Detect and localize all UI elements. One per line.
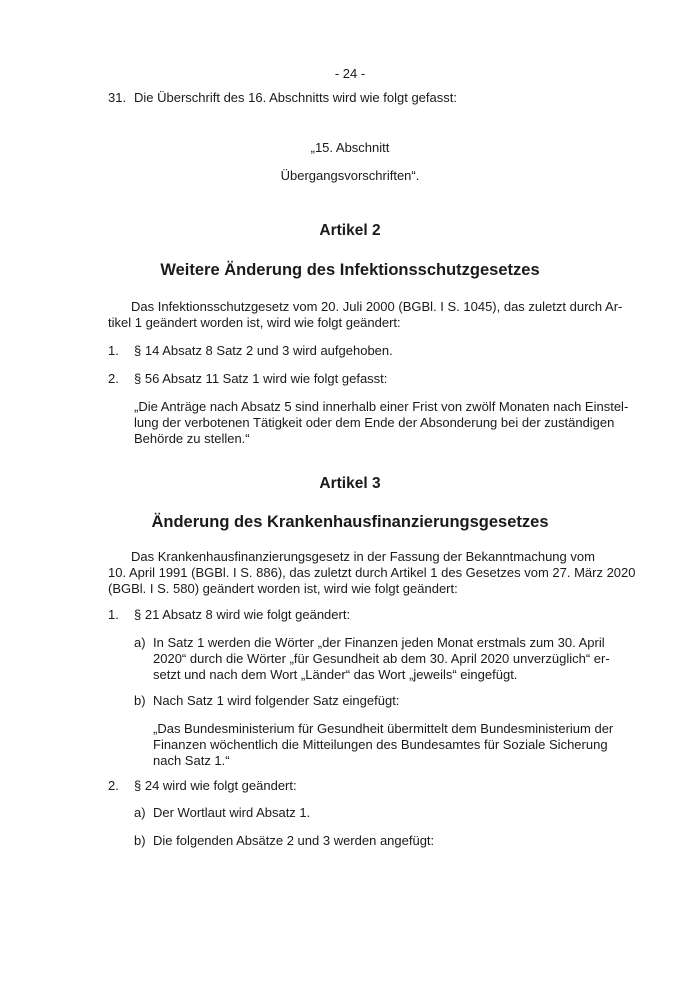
item-31-text: Die Überschrift des 16. Abschnitts wird wie folgt gefasst: [134,90,457,105]
artikel-3-title: Änderung des Krankenhausfinanzierungsgesetzes [151,513,549,531]
item-31-number: 31. [108,90,127,105]
artikel-3-item-1-number: 1. [108,607,119,622]
artikel-3-item-2-a-label: a) [134,805,146,820]
artikel-3-intro-line: Das Krankenhausfinanzierungsgesetz in der Fassung der Bekanntmachung vom [131,549,595,564]
artikel-2-title: Weitere Änderung des Infektionsschutzgesetzes [160,261,540,279]
quote-section-15-line2: Übergangsvorschriften“. [280,168,420,183]
artikel-3-item-2-b-label: b) [134,833,146,848]
artikel-3-item-2-b-text: Die folgenden Absätze 2 und 3 werden angefügt: [153,833,435,848]
artikel-3-item-2-a-text: Der Wortlaut wird Absatz 1. [153,805,311,820]
artikel-3-item-1-a-line: 2020“ durch die Wörter „für Gesundheit ab dem 30. April 2020 unverzüglich“ er- [153,651,610,666]
artikel-3-intro-line: 10. April 1991 (BGBl. I S. 886), das zuletzt durch Artikel 1 des Gesetzes vom 27. März 2020 [108,565,636,580]
artikel-3-heading: Artikel 3 [319,475,381,492]
artikel-3-item-1-a-line: setzt und nach dem Wort „Länder“ das Wort „jeweils“ eingefügt. [153,667,518,682]
page-number: - 24 - [334,66,366,81]
artikel-3-item-2-text: § 24 wird wie folgt geändert: [134,778,297,793]
artikel-2-item-2-number: 2. [108,371,119,386]
artikel-3-item-1-a-line: In Satz 1 werden die Wörter „der Finanzen jeden Monat erstmals zum 30. April [153,635,605,650]
artikel-2-quote-line: lung der verbotenen Tätigkeit oder dem Ende der Absonderung bei der zuständigen [134,415,615,430]
quote-section-15-line1: „15. Abschnitt [310,140,390,155]
artikel-3-item-1-a-label: a) [134,635,146,650]
artikel-2-quote-line: „Die Anträge nach Absatz 5 sind innerhalb einer Frist von zwölf Monaten nach Einstel- [134,399,629,414]
artikel-3-item-1-b-quote-line: „Das Bundesministerium für Gesundheit übermittelt dem Bundesministerium der [153,721,614,736]
artikel-3-item-1-b-label: b) [134,693,146,708]
artikel-2-intro-line: Das Infektionsschutzgesetz vom 20. Juli 2000 (BGBl. I S. 1045), das zuletzt durch Ar- [131,299,623,314]
artikel-3-item-1-b-quote-line: Finanzen wöchentlich die Mitteilungen des Bundesamtes für Soziale Sicherung [153,737,608,752]
artikel-2-item-1-number: 1. [108,343,119,358]
artikel-3-item-1-b-text: Nach Satz 1 wird folgender Satz eingefügt: [153,693,400,708]
artikel-2-item-2-text: § 56 Absatz 11 Satz 1 wird wie folgt gefasst: [134,371,388,386]
artikel-2-quote-line: Behörde zu stellen.“ [134,431,250,446]
artikel-3-item-1-text: § 21 Absatz 8 wird wie folgt geändert: [134,607,351,622]
artikel-2-heading: Artikel 2 [319,222,381,239]
artikel-2-item-1-text: § 14 Absatz 8 Satz 2 und 3 wird aufgehoben. [134,343,393,358]
artikel-3-intro-line: (BGBl. I S. 580) geändert worden ist, wird wie folgt geändert: [108,581,458,596]
artikel-3-item-1-b-quote-line: nach Satz 1.“ [153,753,230,768]
artikel-3-item-2-number: 2. [108,778,119,793]
artikel-2-intro-line: tikel 1 geändert worden ist, wird wie folgt geändert: [108,315,401,330]
